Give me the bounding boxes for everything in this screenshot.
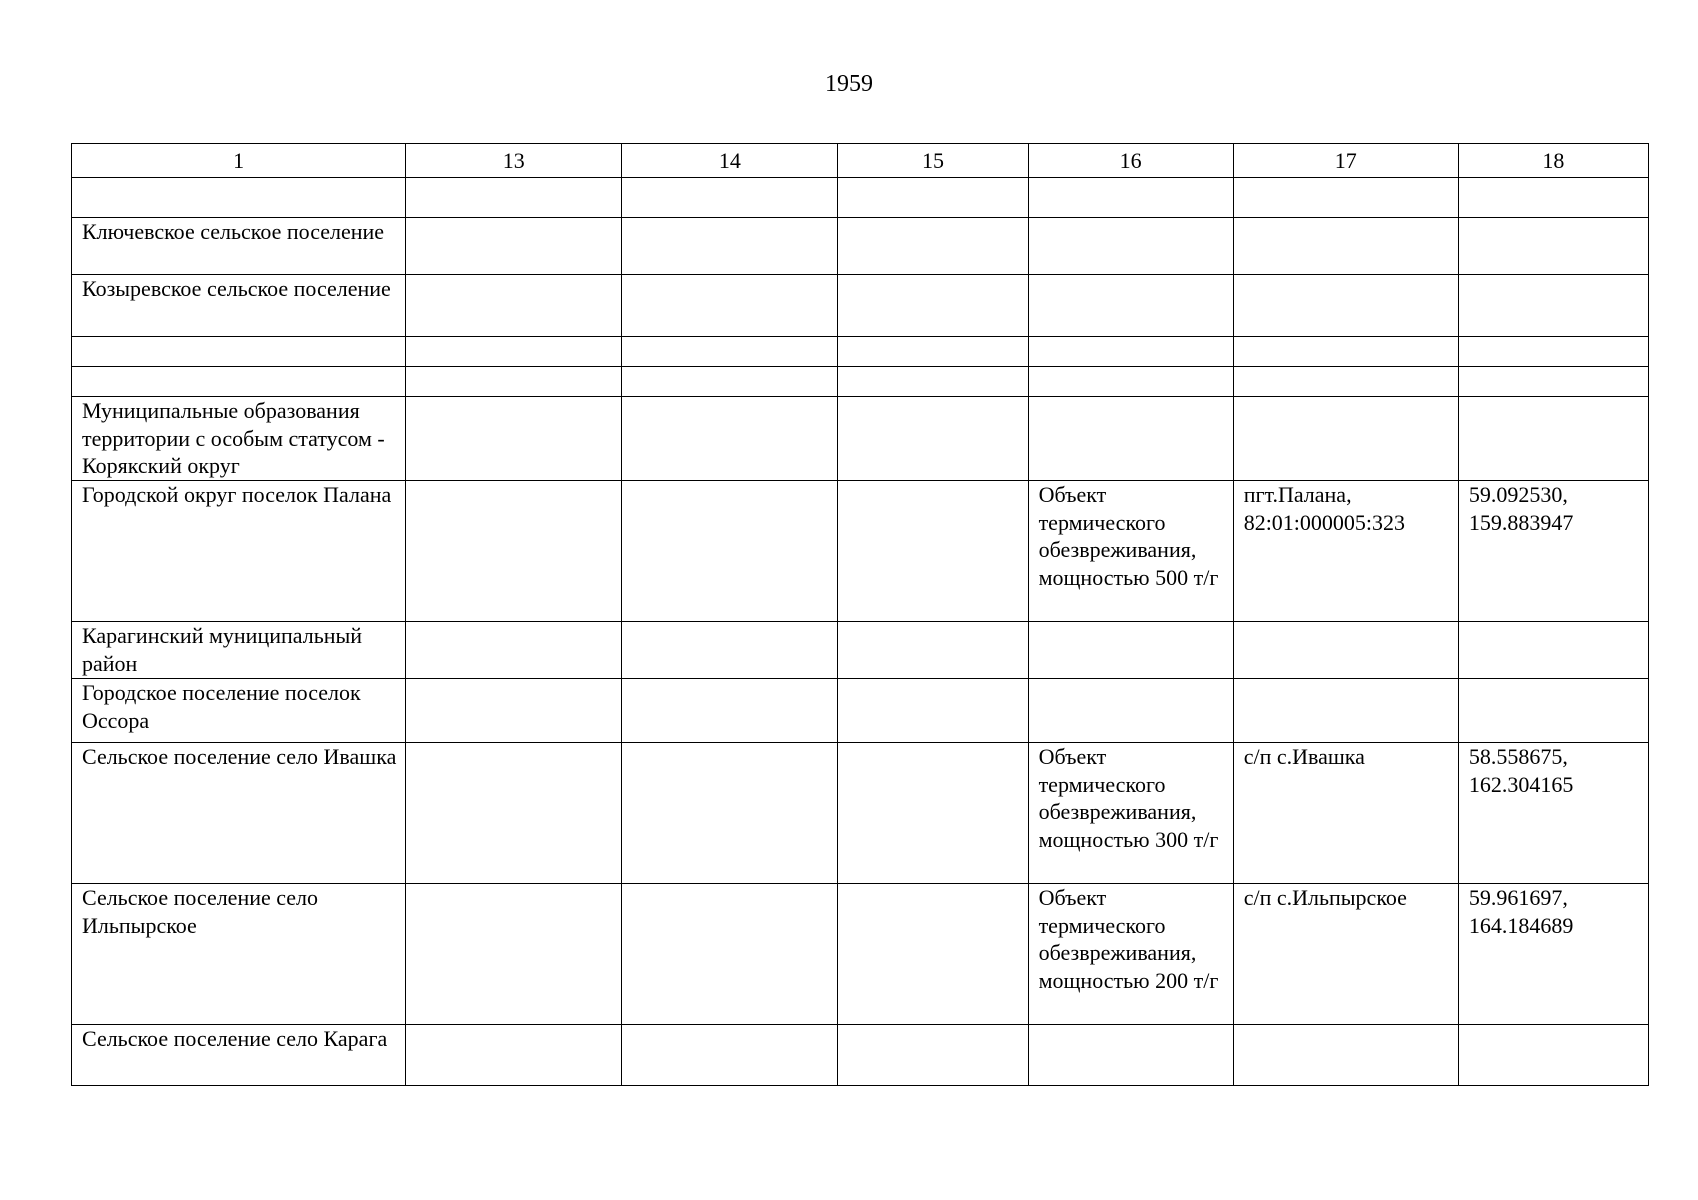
row-name: Городское поселение поселок Оссора: [72, 679, 406, 743]
table-cell: [406, 218, 622, 275]
coordinates-cell: 59.961697, 164.184689: [1458, 884, 1648, 1025]
table-cell: [622, 367, 838, 397]
coordinates-cell: 59.092530, 159.883947: [1458, 481, 1648, 622]
row-name: [72, 337, 406, 367]
object-cell: [1028, 337, 1233, 367]
table-row: [72, 884, 1649, 1025]
object-cell: [1028, 275, 1233, 337]
object-cell: [1028, 397, 1233, 481]
table-cell: [406, 481, 622, 622]
row-name: Козыревское сельское поселение: [72, 275, 406, 337]
table-cell: [622, 275, 838, 337]
object-cell: [1028, 622, 1233, 679]
row-name: Сельское поселение село Карага: [72, 1025, 406, 1086]
object-cell: [1028, 367, 1233, 397]
row-name: Сельское поселение село Ильпырское: [72, 884, 406, 1025]
table-cell: [406, 397, 622, 481]
table-row: [72, 218, 1649, 275]
row-name: [72, 367, 406, 397]
table-cell: [838, 218, 1028, 275]
column-header: 17: [1233, 144, 1458, 178]
table-header-row: [72, 144, 1649, 178]
table-cell: [838, 622, 1028, 679]
table-cell: [622, 622, 838, 679]
coordinates-cell: [1458, 337, 1648, 367]
table-cell: [838, 178, 1028, 218]
coordinates-cell: [1458, 679, 1648, 743]
table-cell: [622, 743, 838, 884]
table-cell: [622, 218, 838, 275]
row-name: Городской округ поселок Палана: [72, 481, 406, 622]
table-cell: [406, 367, 622, 397]
table-cell: [622, 178, 838, 218]
table-row: [72, 367, 1649, 397]
location-cell: с/п с.Ильпырское: [1233, 884, 1458, 1025]
table-cell: [406, 679, 622, 743]
location-cell: [1233, 622, 1458, 679]
coordinates-cell: [1458, 178, 1648, 218]
row-name: Карагинский муниципальный район: [72, 622, 406, 679]
object-cell: [1028, 1025, 1233, 1086]
location-cell: [1233, 679, 1458, 743]
location-cell: пгт.Палана, 82:01:000005:323: [1233, 481, 1458, 622]
coordinates-cell: [1458, 397, 1648, 481]
table-cell: [406, 178, 622, 218]
table-cell: [838, 743, 1028, 884]
table-cell: [406, 337, 622, 367]
location-cell: [1233, 218, 1458, 275]
coordinates-cell: [1458, 218, 1648, 275]
table-row: [72, 622, 1649, 679]
page-number: 1959: [825, 71, 873, 97]
coordinates-cell: [1458, 622, 1648, 679]
table-cell: [406, 884, 622, 1025]
table-cell: [838, 367, 1028, 397]
coordinates-cell: [1458, 275, 1648, 337]
object-cell: [1028, 218, 1233, 275]
table-cell: [838, 1025, 1028, 1086]
row-name: Муниципальные образования территории с особым статусом - Корякский округ: [72, 397, 406, 481]
column-header: 14: [622, 144, 838, 178]
table-cell: [838, 275, 1028, 337]
table-cell: [838, 884, 1028, 1025]
table-row: [72, 178, 1649, 218]
table-cell: [406, 275, 622, 337]
column-header: 16: [1028, 144, 1233, 178]
table-cell: [622, 1025, 838, 1086]
table-row: [72, 337, 1649, 367]
column-header: 15: [838, 144, 1028, 178]
table-cell: [622, 337, 838, 367]
location-cell: [1233, 1025, 1458, 1086]
table-cell: [622, 397, 838, 481]
location-cell: [1233, 397, 1458, 481]
coordinates-cell: 58.558675, 162.304165: [1458, 743, 1648, 884]
table-cell: [838, 481, 1028, 622]
object-cell: [1028, 178, 1233, 218]
table-row: [72, 397, 1649, 481]
object-cell: [1028, 679, 1233, 743]
row-name: Сельское поселение село Ивашка: [72, 743, 406, 884]
location-cell: с/п с.Ивашка: [1233, 743, 1458, 884]
column-header: 13: [406, 144, 622, 178]
object-cell: Объект термического обезвреживания, мощностью 500 т/г: [1028, 481, 1233, 622]
column-header: 1: [72, 144, 406, 178]
table-cell: [406, 622, 622, 679]
table-cell: [838, 337, 1028, 367]
table-cell: [838, 679, 1028, 743]
coordinates-cell: [1458, 1025, 1648, 1086]
location-cell: [1233, 178, 1458, 218]
table-cell: [622, 481, 838, 622]
table-cell: [406, 743, 622, 884]
object-cell: Объект термического обезвреживания, мощностью 300 т/г: [1028, 743, 1233, 884]
table-row: [72, 743, 1649, 884]
table-cell: [838, 397, 1028, 481]
table-row: [72, 481, 1649, 622]
row-name: Ключевское сельское поселение: [72, 218, 406, 275]
object-cell: Объект термического обезвреживания, мощностью 200 т/г: [1028, 884, 1233, 1025]
table-row: [72, 275, 1649, 337]
location-cell: [1233, 275, 1458, 337]
table-row: [72, 679, 1649, 743]
table-cell: [622, 679, 838, 743]
location-cell: [1233, 337, 1458, 367]
coordinates-cell: [1458, 367, 1648, 397]
table-cell: [622, 884, 838, 1025]
table-cell: [406, 1025, 622, 1086]
location-cell: [1233, 367, 1458, 397]
data-table: [71, 143, 1649, 1086]
row-name: [72, 178, 406, 218]
table-row: [72, 1025, 1649, 1086]
column-header: 18: [1458, 144, 1648, 178]
